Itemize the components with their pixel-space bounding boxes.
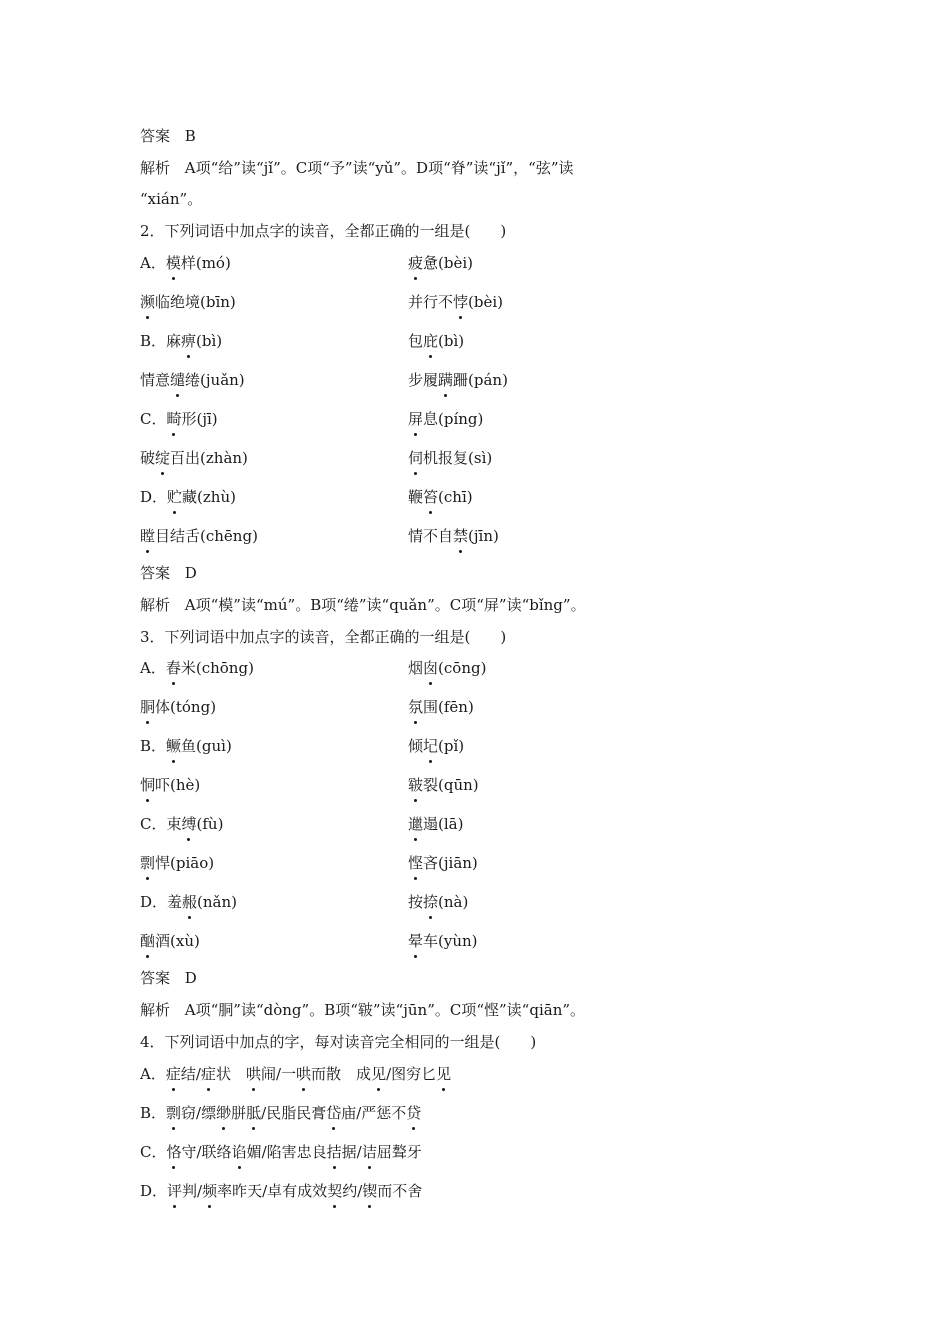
analysis-text: A项“胴”读“dòng”。B项“皲”读“jūn”。C项“悭”读“qiān”。 (184, 1001, 586, 1019)
dotted-char: 蹒 (438, 371, 454, 389)
text-segment: 车(yùn) (423, 932, 478, 950)
dotted-char: 锲 (362, 1182, 378, 1200)
q1-answer (140, 126, 196, 146)
text-segment: 鱼(guì) (181, 737, 232, 755)
q2-analysis (140, 595, 586, 615)
option-left-word (140, 658, 254, 678)
text-segment: 鞭 (408, 488, 424, 506)
text-segment: /图穷匕 (386, 1065, 437, 1083)
text-segment: 闹/一 (260, 1065, 297, 1083)
dotted-char: 症 (165, 1065, 181, 1083)
option-right-word (408, 736, 464, 756)
answer-label: 答案 (140, 564, 171, 582)
text-segment: 破 (140, 449, 156, 467)
q2-answer (140, 563, 197, 583)
text-segment: 息(píng) (423, 410, 484, 428)
analysis-text: A项“模”读“mú”。B项“绻”读“quǎn”。C项“屏”读“bǐng”。 (184, 596, 586, 614)
text-segment: (cōng) (438, 659, 487, 677)
option-left-word (140, 253, 231, 273)
text-segment: 遢(lā) (423, 815, 464, 833)
option-right-word (408, 697, 474, 717)
text-segment: (nà) (438, 893, 469, 911)
option-right-word (408, 448, 492, 468)
answer-value: D (184, 969, 197, 987)
option-left-word (140, 409, 218, 429)
q4-stem: 4．下列词语中加点的字，每对读音完全相同的一组是( ) (140, 1033, 537, 1051)
option-left-word (140, 697, 216, 717)
dotted-char: 瞠 (140, 527, 156, 545)
option-right-word (408, 292, 503, 312)
q4-option (140, 1103, 421, 1123)
text-segment: 吝(jiān) (423, 854, 478, 872)
q4-option (140, 1142, 422, 1162)
text-segment: 裂(qūn) (423, 776, 479, 794)
dotted-char: 鳜 (166, 737, 182, 755)
text-segment: 样(mó) (180, 254, 231, 272)
dotted-char: 笞 (423, 488, 439, 506)
q4-option (140, 1064, 451, 1084)
dotted-char: 恪 (166, 1143, 182, 1161)
text-segment: 情不自 (408, 527, 454, 545)
option-left-word (140, 853, 214, 873)
text-segment: /民脂民膏 (261, 1104, 327, 1122)
option-right-word (408, 526, 499, 546)
option-left-word (140, 931, 200, 951)
option-right-word (408, 775, 479, 795)
option-left-word (140, 370, 245, 390)
text-segment: 而散 成 (311, 1065, 372, 1083)
dotted-char: 禁 (453, 527, 469, 545)
dotted-char: 圮 (423, 737, 439, 755)
text-segment: A． (140, 659, 166, 677)
option-right-word (408, 331, 464, 351)
text-segment: 酒(xù) (155, 932, 200, 950)
q1-analysis-cont: “xián”。 (140, 190, 203, 208)
dotted-char: 哄 (296, 1065, 312, 1083)
text-segment: 结/ (180, 1065, 201, 1083)
text-segment: 而不舍 (377, 1182, 423, 1200)
option-right-word (408, 370, 508, 390)
option-left-word (140, 892, 237, 912)
option-left-word (140, 526, 258, 546)
option-left-word (140, 814, 223, 834)
option-left-word (140, 736, 232, 756)
text-segment: 屈聱牙 (376, 1143, 422, 1161)
text-segment: 围(fēn) (423, 698, 474, 716)
dotted-char: 绽 (155, 449, 171, 467)
text-segment: A． (140, 1065, 166, 1083)
dotted-char: 谄 (231, 1143, 247, 1161)
dotted-char: 庇 (423, 332, 439, 350)
text-segment: B． (140, 737, 167, 755)
text-segment: 并行不 (408, 293, 454, 311)
q4-option (140, 1181, 422, 1201)
dotted-char: 哄 (245, 1065, 261, 1083)
text-segment: 胼 (231, 1104, 247, 1122)
text-segment: C．束 (140, 815, 182, 833)
option-right-word (408, 814, 463, 834)
dotted-char: 贮 (167, 488, 183, 506)
text-segment: 吓(hè) (155, 776, 201, 794)
option-left-word (140, 487, 236, 507)
text-segment: D． (140, 488, 168, 506)
text-segment: 藏(zhù) (182, 488, 236, 506)
text-segment: B． (140, 1104, 167, 1122)
text-segment: 烟 (408, 659, 424, 677)
text-segment: 包 (408, 332, 424, 350)
answer-label: 答案 (140, 969, 171, 987)
text-segment: 窃/缥 (181, 1104, 217, 1122)
analysis-text: A项“给”读“jǐ”。C项“予”读“yǔ”。D项“脊”读“jǐ”，“弦”读 (184, 159, 574, 177)
dotted-char: 氛 (408, 698, 424, 716)
dotted-char: 契 (327, 1182, 343, 1200)
text-segment: 步履 (408, 371, 439, 389)
analysis-label: 解析 (140, 1001, 171, 1019)
text-segment: (nǎn) (197, 893, 238, 911)
dotted-char: 胝 (246, 1104, 262, 1122)
q2-stem: 2．下列词语中加点字的读音，全都正确的一组是( ) (140, 222, 507, 240)
dotted-char: 舂 (165, 659, 181, 677)
dotted-char: 酗 (140, 932, 156, 950)
text-segment: 判/ (182, 1182, 203, 1200)
option-left-word (140, 331, 222, 351)
dotted-char: 剽 (166, 1104, 182, 1122)
dotted-char: 见 (436, 1065, 452, 1083)
text-segment: 悍(piāo) (155, 854, 215, 872)
option-right-word (408, 853, 478, 873)
text-segment: 率昨天/卓有成效 (217, 1182, 328, 1200)
dotted-char: 畸 (166, 410, 182, 428)
dotted-char: 晕 (408, 932, 424, 950)
answer-value: B (184, 127, 196, 145)
dotted-char: 皲 (408, 776, 424, 794)
q3-answer (140, 968, 197, 988)
dotted-char: 赧 (182, 893, 198, 911)
text-segment: 据/ (341, 1143, 362, 1161)
text-segment: 惫(bèi) (423, 254, 473, 272)
option-left-word (140, 448, 248, 468)
dotted-char: 症 (200, 1065, 216, 1083)
text-segment: (bì) (196, 332, 223, 350)
answer-value: D (184, 564, 197, 582)
option-right-word (408, 409, 483, 429)
dotted-char: 岱 (326, 1104, 342, 1122)
option-right-word (408, 658, 486, 678)
text-segment: 倾 (408, 737, 424, 755)
text-segment: 机报复(sì) (423, 449, 493, 467)
text-segment: C． (140, 410, 167, 428)
answer-label: 答案 (140, 127, 171, 145)
text-segment: 绻(juǎn) (185, 371, 245, 389)
text-segment: 目结舌(chēng) (155, 527, 258, 545)
text-segment: (jīn) (468, 527, 499, 545)
text-segment: (chī) (438, 488, 473, 506)
analysis-label: 解析 (140, 159, 171, 177)
dotted-char: 剽 (140, 854, 156, 872)
dotted-char: 缚 (181, 815, 197, 833)
text-segment: 跚(pán) (453, 371, 508, 389)
text-segment: B．麻 (140, 332, 182, 350)
dotted-char: 疲 (408, 254, 424, 272)
text-segment: 按 (408, 893, 424, 911)
dotted-char: 囱 (423, 659, 439, 677)
analysis-label: 解析 (140, 596, 171, 614)
dotted-char: 频 (202, 1182, 218, 1200)
q1-analysis (140, 158, 574, 178)
text-segment: (fù) (196, 815, 224, 833)
text-segment: 约/ (342, 1182, 363, 1200)
dotted-char: 评 (167, 1182, 183, 1200)
option-left-word (140, 775, 200, 795)
dotted-char: 缈 (216, 1104, 232, 1122)
text-segment: A． (140, 254, 166, 272)
option-left-word (140, 292, 236, 312)
option-right-word (408, 487, 473, 507)
q3-analysis (140, 1000, 585, 1020)
dotted-char: 濒 (140, 293, 156, 311)
dotted-char: 悖 (453, 293, 469, 311)
text-segment: C． (140, 1143, 167, 1161)
dotted-char: 拮 (326, 1143, 342, 1161)
text-segment: (bì) (438, 332, 465, 350)
option-right-word (408, 892, 468, 912)
dotted-char: 诘 (361, 1143, 377, 1161)
text-segment: D． (140, 1182, 168, 1200)
dotted-char: 模 (165, 254, 181, 272)
dotted-char: 伺 (408, 449, 424, 467)
dotted-char: 恫 (140, 776, 156, 794)
dotted-char: 胴 (140, 698, 156, 716)
q3-stem: 3．下列词语中加点字的读音，全都正确的一组是( ) (140, 628, 507, 646)
text-segment: 守/联络 (181, 1143, 232, 1161)
text-segment: 米(chōng) (180, 659, 254, 677)
text-segment: 百出(zhàn) (170, 449, 248, 467)
option-right-word (408, 931, 478, 951)
dotted-char: 贷 (406, 1104, 422, 1122)
dotted-char: 见 (371, 1065, 387, 1083)
text-segment: (pǐ) (438, 737, 465, 755)
text-segment: 体(tóng) (155, 698, 217, 716)
option-right-word (408, 253, 473, 273)
text-segment: (bèi) (468, 293, 504, 311)
dotted-char: 屏 (408, 410, 424, 428)
text-segment: 形(jī) (181, 410, 218, 428)
text-segment: 媚/陷害忠良 (246, 1143, 327, 1161)
dotted-char: 邋 (408, 815, 424, 833)
dotted-char: 痹 (181, 332, 197, 350)
text-segment: 临绝境(bīn) (155, 293, 236, 311)
dotted-char: 捺 (423, 893, 439, 911)
dotted-char: 悭 (408, 854, 424, 872)
text-segment: 状 (215, 1065, 246, 1083)
dotted-char: 缱 (170, 371, 186, 389)
text-segment: D．羞 (140, 893, 183, 911)
text-segment: 庙/严惩不 (341, 1104, 407, 1122)
text-segment: 情意 (140, 371, 171, 389)
